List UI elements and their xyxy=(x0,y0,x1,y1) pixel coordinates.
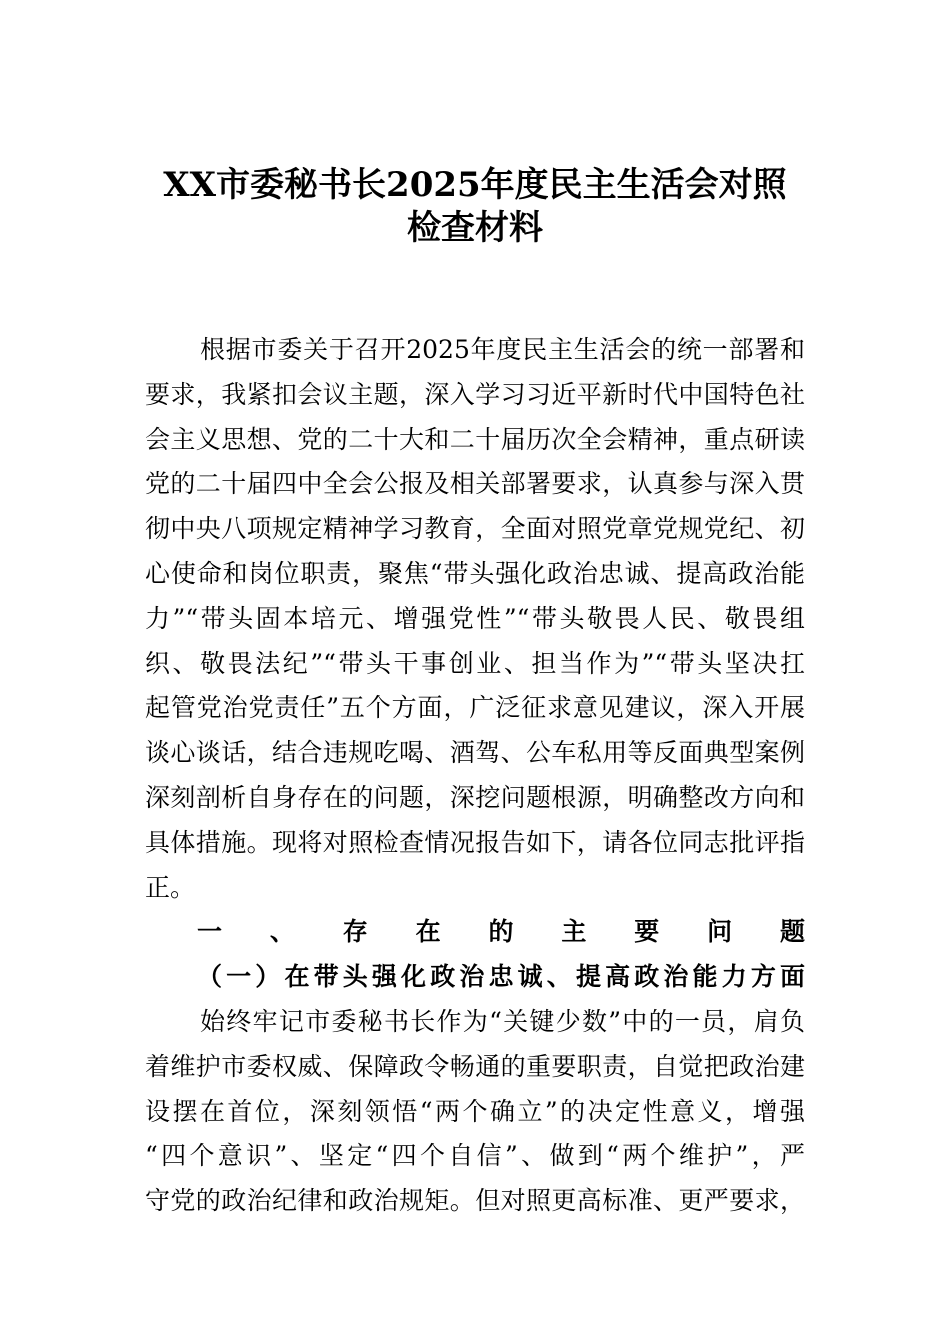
paragraph-line: 彻中央八项规定精神学习教育，全面对照党章党规党纪、初 xyxy=(145,514,805,544)
paragraph-line: 要求，我紧扣会议主题，深入学习习近平新时代中国特色社 xyxy=(145,379,805,409)
paragraph-line: 设摆在首位，深刻领悟“两个确立”的决定性意义，增强 xyxy=(145,1096,805,1126)
section-paragraph xyxy=(145,1000,805,1224)
document-title-line-1: XX市委秘书长2025年度民主生活会对照 xyxy=(163,165,787,205)
paragraph-line: 心使命和岗位职责，聚焦“带头强化政治忠诚、提高政治能 xyxy=(145,558,805,588)
paragraph-line: 具体措施。现将对照检查情况报告如下，请各位同志批评指 xyxy=(145,827,805,857)
paragraph-line: 会主义思想、党的二十大和二十届历次全会精神，重点研读 xyxy=(145,424,805,454)
paragraph-line: 起管党治党责任”五个方面，广泛征求意见建议，深入开展 xyxy=(145,693,805,723)
paragraph-line: 织、敬畏法纪”“带头干事创业、担当作为”“带头坚决扛 xyxy=(145,648,805,678)
paragraph-line: 谈心谈话，结合违规吃喝、酒驾、公车私用等反面典型案例 xyxy=(145,738,805,768)
intro-paragraph xyxy=(145,328,805,910)
document-body xyxy=(145,328,805,1224)
paragraph-line: 正。 xyxy=(145,872,196,902)
section-heading: 一、存在的主要问题 xyxy=(197,917,805,947)
document-title-line-2: 检查材料 xyxy=(407,208,543,248)
paragraph-line: 着维护市委权威、保障政令畅通的重要职责，自觉把政治建 xyxy=(145,1051,805,1081)
paragraph-line: 根据市委关于召开2025年度民主生活会的统一部署和 xyxy=(200,335,805,364)
paragraph-line: “四个意识”、坚定“四个自信”、做到“两个维护”，严 xyxy=(145,1141,805,1171)
paragraph-line: 力”“带头固本培元、增强党性”“带头敬畏人民、敬畏组 xyxy=(145,603,805,633)
subsection-heading: （一）在带头强化政治忠诚、提高政治能力方面 xyxy=(197,962,805,992)
paragraph-line: 党的二十届四中全会公报及相关部署要求，认真参与深入贯 xyxy=(145,469,805,499)
paragraph-line: 始终牢记市委秘书长作为“关键少数”中的一员，肩负 xyxy=(200,1006,805,1036)
paragraph-line: 守党的政治纪律和政治规矩。但对照更高标准、更严要求， xyxy=(145,1186,805,1216)
paragraph-line: 深刻剖析自身存在的问题，深挖问题根源，明确整改方向和 xyxy=(145,782,805,812)
